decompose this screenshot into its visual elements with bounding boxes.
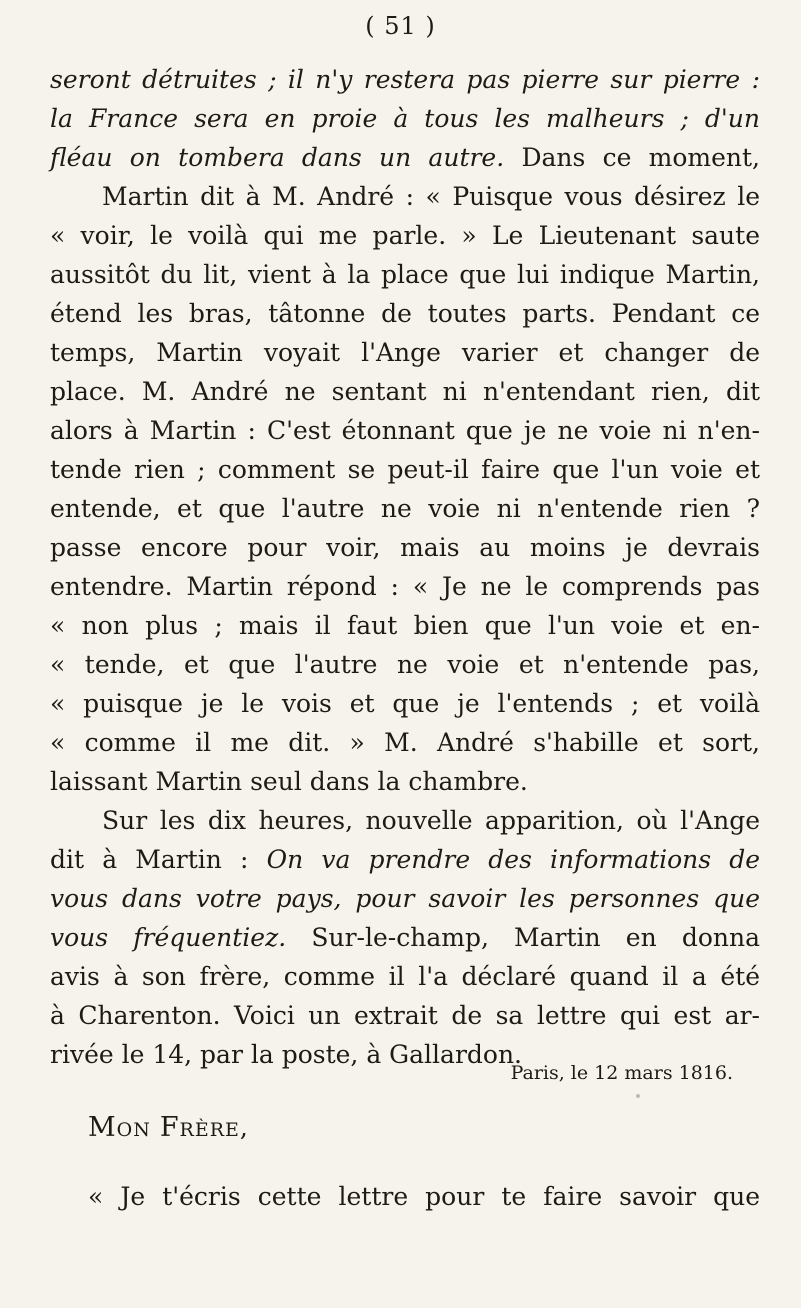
roman-segment: alors à Martin : C'est étonnant que je ne voie ni n'en-: [50, 416, 760, 445]
text-line: [50, 333, 760, 372]
letter-dateline: Paris, le 12 mars 1816.: [510, 1062, 733, 1084]
text-line: [50, 528, 760, 567]
italic-segment: la France sera en proie à tous les malheurs ; d'un: [50, 104, 760, 133]
roman-segment: tende rien ; comment se peut-il faire que l'un voie et: [50, 455, 760, 484]
italic-segment: fléau on tombera dans un autre.: [50, 143, 505, 172]
roman-segment: place. M. André ne sentant ni n'entendant rien, dit: [50, 377, 760, 406]
letter-salutation: [88, 1112, 249, 1143]
text-line: [50, 450, 760, 489]
roman-segment: rivée le 14, par la poste, à Gallardon.: [50, 1040, 522, 1069]
text-line: [50, 801, 760, 840]
text-line: [50, 957, 760, 996]
text-line: [50, 723, 760, 762]
text-line: [50, 489, 760, 528]
text-line: [50, 567, 760, 606]
text-line: [50, 60, 760, 99]
roman-segment: aussitôt du lit, vient à la place que lui indique Martin,: [50, 260, 760, 289]
roman-segment: étend les bras, tâtonne de toutes parts. Pendant ce: [50, 299, 760, 328]
roman-segment: laissant Martin seul dans la chambre.: [50, 767, 528, 796]
text-line: [50, 138, 760, 177]
text-line: [50, 918, 760, 957]
text-line: [50, 879, 760, 918]
roman-segment: à Charenton. Voici un extrait de sa lettre qui est ar-: [50, 1001, 760, 1030]
roman-segment: temps, Martin voyait l'Ange varier et changer de: [50, 338, 760, 367]
letter-first-line: « Je t'écris cette lettre pour te faire savoir que: [88, 1182, 760, 1211]
italic-segment: On va prendre des informations de: [266, 845, 760, 874]
text-line: [50, 684, 760, 723]
roman-segment: entendre. Martin répond : « Je ne le comprends pas: [50, 572, 760, 601]
text-line: [50, 606, 760, 645]
body-text: [50, 60, 760, 1074]
text-line: [50, 645, 760, 684]
text-line: [50, 372, 760, 411]
text-line: [50, 411, 760, 450]
roman-segment: Dans ce moment,: [504, 143, 760, 172]
roman-segment: passe encore pour voir, mais au moins je devrais: [50, 533, 760, 562]
text-line: [50, 99, 760, 138]
roman-segment: Martin dit à M. André : « Puisque vous désirez le: [102, 182, 760, 211]
roman-segment: entende, et que l'autre ne voie ni n'entende rien ?: [50, 494, 760, 523]
roman-segment: avis à son frère, comme il l'a déclaré quand il a été: [50, 962, 760, 991]
roman-segment: « tende, et que l'autre ne voie et n'entende pas,: [50, 650, 760, 679]
italic-segment: vous dans votre pays, pour savoir les personnes que: [50, 884, 760, 913]
roman-segment: Sur les dix heures, nouvelle apparition, où l'Ange: [102, 806, 760, 835]
roman-segment: « non plus ; mais il faut bien que l'un voie et en-: [50, 611, 760, 640]
roman-segment: dit à Martin :: [50, 845, 267, 874]
text-line: [50, 177, 760, 216]
roman-segment: « puisque je le vois et que je l'entends ; et voilà: [50, 689, 760, 718]
salutation-initial-1: M: [88, 1112, 117, 1143]
paper-speck: [636, 1094, 640, 1098]
text-line: [50, 255, 760, 294]
salutation-comma: ,: [239, 1113, 249, 1142]
roman-segment: « voir, le voilà qui me parle. » Le Lieutenant saute: [50, 221, 760, 250]
italic-segment: vous fréquentiez.: [50, 923, 287, 952]
roman-segment: « comme il me dit. » M. André s'habille et sort,: [50, 728, 760, 757]
roman-segment: Sur-le-champ, Martin en donna: [286, 923, 760, 952]
italic-segment: seront détruites ; il n'y restera pas pierre sur pierre :: [50, 65, 760, 94]
text-line: [50, 762, 760, 801]
text-line: [50, 996, 760, 1035]
salutation-initial-2: F: [159, 1112, 180, 1143]
text-line: [50, 216, 760, 255]
page-number: ( 51 ): [365, 12, 436, 40]
text-line: [50, 840, 760, 879]
salutation-rest-2: RÈRE: [179, 1119, 240, 1141]
salutation-rest-1: ON: [116, 1119, 151, 1141]
text-line: [50, 294, 760, 333]
